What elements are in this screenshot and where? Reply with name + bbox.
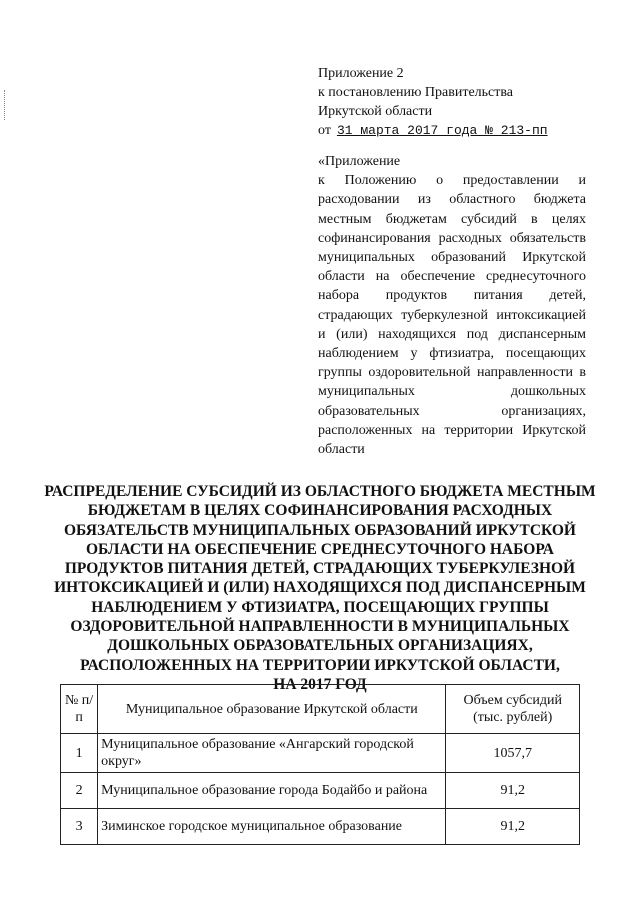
- title-line: ИНТОКСИКАЦИЕЙ И (ИЛИ) НАХОДЯЩИХСЯ ПОД ДИСПАНСЕРНЫМ: [54, 579, 586, 597]
- row-municipality: Зиминское городское муниципальное образование: [98, 809, 446, 845]
- row-municipality: Муниципальное образование «Ангарский городской округ»: [98, 734, 446, 773]
- title-line: ПРОДУКТОВ ПИТАНИЯ ДЕТЕЙ, СТРАДАЮЩИХ ТУБЕРКУЛЕЗНОЙ: [64, 560, 576, 578]
- row-num: 3: [61, 809, 98, 845]
- date-stamp: 31 марта 2017 года № 213-пп: [336, 123, 548, 138]
- appendix-number: Приложение 2: [318, 66, 404, 81]
- table-header-row: [61, 685, 580, 734]
- table-row: [61, 773, 580, 809]
- margin-mark: [4, 90, 7, 120]
- row-volume: 1057,7: [446, 734, 580, 773]
- title-line: ОЗДОРОВИТЕЛЬНОЙ НАПРАВЛЕННОСТИ В МУНИЦИПАЛЬНЫХ: [70, 618, 570, 636]
- document-title: [36, 482, 604, 694]
- title-line: НАБЛЮДЕНИЕМ У ФТИЗИАТРА, ПОСЕЩАЮЩИХ ГРУППЫ: [91, 598, 549, 616]
- regulation-block: [318, 152, 586, 459]
- appendix-decree-ref: к постановлению Правительства: [318, 85, 514, 100]
- header-municipality: Муниципальное образование Иркутской области: [98, 685, 446, 734]
- title-line: НА 2017 ГОД: [273, 675, 367, 693]
- appendix-region: Иркутской области: [318, 104, 433, 119]
- row-volume: 91,2: [446, 809, 580, 845]
- row-municipality: Муниципальное образование города Бодайбо и района: [98, 773, 446, 809]
- subsidy-table: [60, 684, 580, 845]
- appendix-date-row: [318, 121, 586, 140]
- date-prefix: от: [318, 123, 331, 138]
- regulation-text: к Положению о предоставлении и расходовании из областного бюджета местным бюджетам субсидий в целях софинансирования расходных обязательств муниципальных образований Иркутской области на обеспечение среднесуточного набора продуктов питания детей, страдающих туберкулезной интоксикацией и (или) находящихся под диспансерным наблюдением у фтизиатра, посещающих группы оздоровительной направленности в муниципальных дошкольных образовательных организациях, расположенных на территории Иркутской области: [318, 173, 586, 458]
- title-line: ОБЛАСТИ НА ОБЕСПЕЧЕНИЕ СРЕДНЕСУТОЧНОГО НАБОРА: [86, 540, 554, 558]
- table-row: [61, 809, 580, 845]
- table-row: [61, 734, 580, 773]
- row-volume: 91,2: [446, 773, 580, 809]
- row-num: 2: [61, 773, 98, 809]
- title-line: ОБЯЗАТЕЛЬСТВ МУНИЦИПАЛЬНЫХ ОБРАЗОВАНИЙ ИРКУТСКОЙ: [63, 521, 576, 539]
- row-num: 1: [61, 734, 98, 773]
- title-line: БЮДЖЕТАМ В ЦЕЛЯХ СОФИНАНСИРОВАНИЯ РАСХОДНЫХ: [87, 502, 553, 520]
- regulation-heading: «Приложение: [318, 154, 401, 169]
- header-volume: Объем субсидий (тыс. рублей): [446, 685, 580, 734]
- title-line: РАСПРЕДЕЛЕНИЕ СУБСИДИЙ ИЗ ОБЛАСТНОГО БЮДЖЕТА МЕСТНЫМ: [44, 483, 596, 500]
- appendix-block: [318, 64, 586, 140]
- header-num: № п/п: [61, 685, 98, 734]
- title-line: РАСПОЛОЖЕННЫХ НА ТЕРРИТОРИИ ИРКУТСКОЙ ОБЛАСТИ,: [80, 656, 560, 674]
- title-line: ДОШКОЛЬНЫХ ОБРАЗОВАТЕЛЬНЫХ ОРГАНИЗАЦИЯХ,: [107, 637, 533, 655]
